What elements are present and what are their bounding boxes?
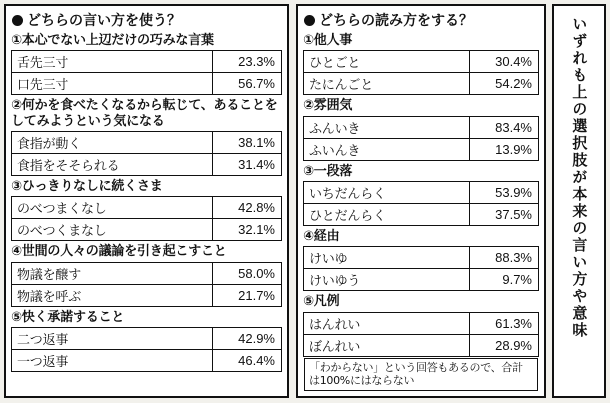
question-group (6, 98, 287, 176)
answer-value: 31.4% (238, 156, 275, 172)
answer-table (11, 196, 282, 241)
table-row (12, 132, 281, 154)
question-text: ③ひっきりなしに続くさま (11, 178, 163, 194)
side-note-panel (552, 4, 606, 398)
answer-label: のべつくまなし (12, 219, 213, 240)
question-group (6, 33, 287, 95)
answer-label: ぼんれい (304, 335, 470, 356)
answer-table (11, 50, 282, 95)
answer-label: 口先三寸 (12, 73, 213, 94)
answer-label: はんれい (304, 313, 470, 334)
answer-value: 53.9% (495, 184, 532, 200)
table-row (304, 313, 538, 335)
answer-table (303, 246, 539, 291)
table-row (304, 117, 538, 139)
answer-label: ひとだんらく (304, 204, 470, 225)
question-text: ⑤凡例 (303, 294, 340, 310)
left-panel-header (6, 6, 287, 32)
filled-circle-icon (304, 15, 315, 26)
table-row (304, 204, 538, 226)
footnote-text: 「わからない」という回答もあるので、合計は100%にはならない (304, 358, 538, 392)
table-row (12, 328, 281, 350)
answer-table (303, 116, 539, 161)
answer-table (11, 327, 282, 372)
question-group (298, 33, 544, 95)
left-survey-panel (4, 4, 289, 398)
answer-label: ふいんき (304, 139, 470, 160)
answer-value: 83.4% (495, 119, 532, 135)
answer-table (303, 312, 539, 357)
right-panel-header (298, 6, 544, 32)
answer-value: 38.1% (238, 134, 275, 150)
answer-label: 食指をそそられる (12, 154, 213, 175)
answer-table (303, 181, 539, 226)
question-text: ③一段落 (303, 163, 353, 179)
answer-label: 二つ返事 (12, 328, 213, 349)
table-row (12, 219, 281, 241)
answer-value: 13.9% (495, 141, 532, 157)
table-row (304, 73, 538, 95)
table-row (304, 247, 538, 269)
question-text: ②何かを食べたくなるから転じて、あることをしてみようという気になる (11, 98, 278, 129)
question-text: ①本心でない上辺だけの巧みな言葉 (11, 33, 214, 48)
table-row (304, 51, 538, 73)
answer-value: 23.3% (238, 54, 275, 70)
answer-label: 物議を呼ぶ (12, 285, 213, 306)
answer-label: ひとごと (304, 51, 470, 72)
answer-label: いちだんらく (304, 182, 470, 203)
answer-label: 食指が動く (12, 132, 213, 153)
answer-table (11, 131, 282, 176)
answer-table (303, 50, 539, 95)
answer-value: 54.2% (495, 76, 532, 92)
question-group (6, 244, 287, 306)
answer-value: 42.9% (238, 330, 275, 346)
answer-value: 46.4% (238, 352, 275, 368)
filled-circle-icon (12, 15, 23, 26)
answer-table (11, 262, 282, 307)
question-group (6, 179, 287, 241)
side-note-text: いずれも上の選択肢が本来の言い方や意味 (570, 16, 589, 339)
answer-label: 一つ返事 (12, 350, 213, 371)
table-row (12, 51, 281, 73)
answer-value: 9.7% (502, 272, 532, 288)
table-row (12, 197, 281, 219)
left-panel-title: どちらの言い方を使う？ (27, 13, 181, 29)
answer-label: ふんいき (304, 117, 470, 138)
question-text: ④経由 (303, 228, 340, 244)
answer-value: 56.7% (238, 76, 275, 92)
answer-value: 28.9% (495, 337, 532, 353)
answer-label: たにんごと (304, 73, 470, 94)
question-group (298, 164, 544, 226)
answer-label: のべつまくなし (12, 197, 213, 218)
question-text: ②雰囲気 (303, 98, 353, 114)
answer-value: 88.3% (495, 250, 532, 266)
question-group (298, 294, 544, 356)
question-text: ①他人事 (303, 33, 353, 48)
question-group (298, 98, 544, 160)
answer-value: 58.0% (238, 265, 275, 281)
answer-value: 37.5% (495, 206, 532, 222)
answer-label: 舌先三寸 (12, 51, 213, 72)
table-row (304, 335, 538, 357)
question-text: ④世間の人々の議論を引き起こすこと (11, 244, 227, 260)
question-group (6, 310, 287, 372)
right-panel-title: どちらの読み方をする？ (319, 13, 473, 29)
answer-value: 30.4% (495, 54, 532, 70)
answer-label: 物議を醸す (12, 263, 213, 284)
table-row (12, 350, 281, 372)
table-row (304, 139, 538, 161)
answer-value: 61.3% (495, 315, 532, 331)
table-row (12, 154, 281, 176)
answer-label: けいゆ (304, 247, 470, 268)
table-row (304, 269, 538, 291)
table-row (12, 73, 281, 95)
table-row (12, 285, 281, 307)
answer-value: 42.8% (238, 200, 275, 216)
answer-value: 21.7% (238, 287, 275, 303)
answer-value: 32.1% (238, 222, 275, 238)
answer-label: けいゆう (304, 269, 470, 290)
table-row (12, 263, 281, 285)
question-text: ⑤快く承諾すること (11, 309, 125, 325)
question-group (298, 229, 544, 291)
right-survey-panel (296, 4, 546, 398)
table-row (304, 182, 538, 204)
